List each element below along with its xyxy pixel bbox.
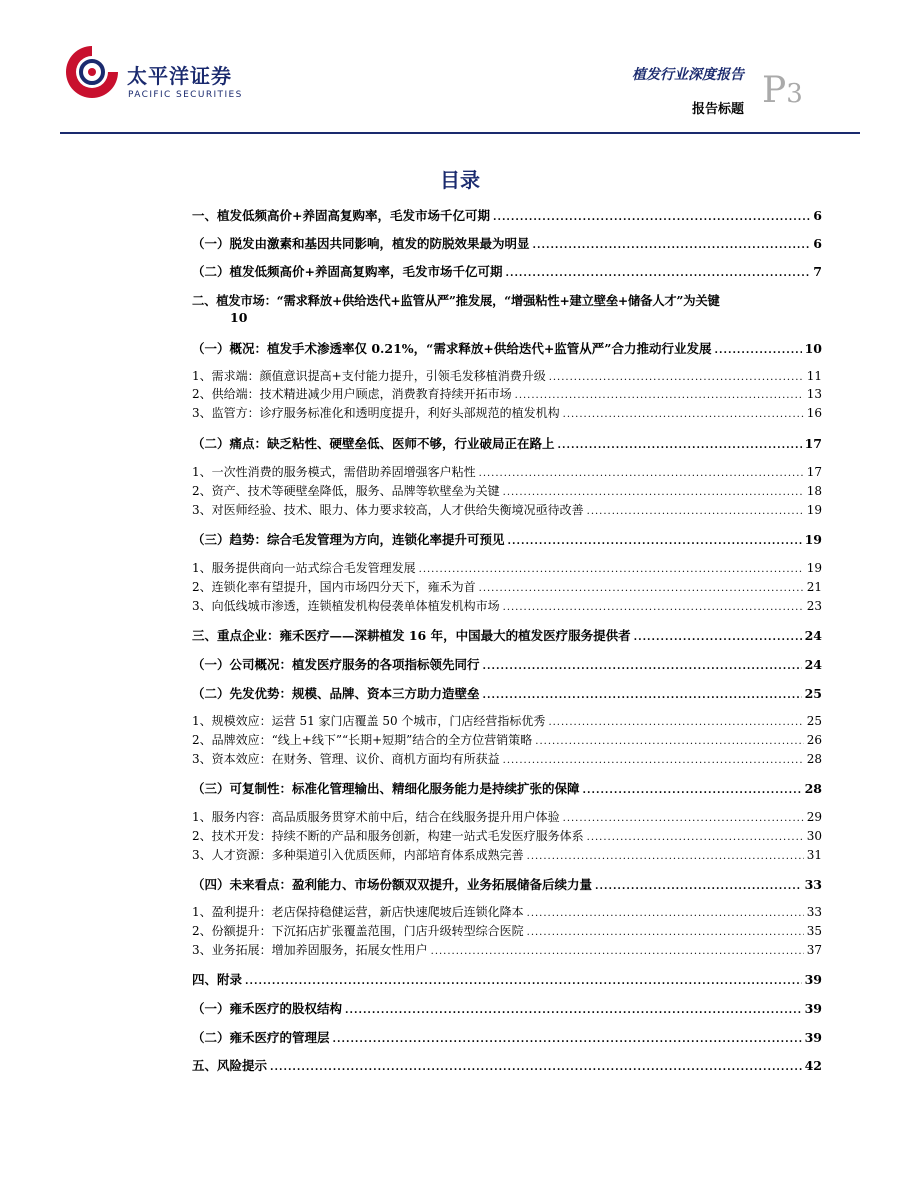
- toc-leader-dots: [533, 240, 811, 251]
- toc-entry[interactable]: [192, 530, 822, 548]
- toc-entry-text: （三）趋势：综合毛发管理为方向，连锁化率提升可预见: [192, 532, 505, 547]
- toc-entry[interactable]: [192, 482, 822, 499]
- toc-entry[interactable]: [192, 626, 822, 644]
- toc-entry[interactable]: [192, 827, 822, 844]
- toc-leader-dots: [479, 583, 804, 594]
- report-type: 植发行业深度报告: [632, 67, 744, 83]
- toc-leader-dots: [563, 409, 804, 420]
- toc-entry-text: 三、重点企业：雍禾医疗——深耕植发 16 年，中国最大的植发医疗服务提供者: [192, 628, 631, 643]
- toc-entry-text: （一）脱发由激素和基因共同影响，植发的防脱效果最为明显: [192, 236, 530, 251]
- toc-entry[interactable]: [192, 404, 822, 421]
- toc-entry-page: 11: [806, 369, 822, 383]
- toc-leader-dots: [503, 602, 804, 613]
- toc-leader-dots: [549, 372, 804, 383]
- page-header: [0, 0, 920, 140]
- toc-entry[interactable]: [192, 655, 822, 673]
- toc-entry[interactable]: [192, 262, 822, 280]
- toc-entry-page: 39: [804, 1001, 822, 1016]
- toc-entry-page: 24: [804, 628, 822, 643]
- toc-entry[interactable]: [192, 367, 822, 384]
- toc-entry[interactable]: [192, 750, 822, 767]
- toc-leader-dots: [715, 345, 802, 356]
- toc-leader-dots: [587, 832, 804, 843]
- toc-entry[interactable]: [192, 970, 822, 988]
- toc-leader-dots: [503, 755, 804, 766]
- toc-leader-dots: [419, 564, 804, 575]
- toc-entry[interactable]: [192, 712, 822, 729]
- toc-entry[interactable]: [192, 999, 822, 1017]
- toc-entry-text: 3、人才资源：多种渠道引入优质医师，内部培育体系成熟完善: [192, 848, 524, 862]
- header-divider: [60, 132, 860, 134]
- toc-leader-dots: [558, 440, 802, 451]
- toc-entry-page: 6: [813, 208, 822, 223]
- toc-entry-text: 1、服务内容：高品质服务贯穿术前中后，结合在线服务提升用户体验: [192, 810, 560, 824]
- toc-entry[interactable]: [192, 206, 822, 224]
- toc-entry[interactable]: [192, 339, 822, 357]
- toc-entry-text: 2、供给端：技术精进减少用户顾虑，消费教育持续开拓市场: [192, 387, 512, 401]
- toc-entry-text: 3、向低线城市渗透，连锁植发机构侵袭单体植发机构市场: [192, 599, 500, 613]
- toc-entry-text: 1、一次性消费的服务模式，需借助养固增强客户粘性: [192, 465, 476, 479]
- toc-entry-text: 3、资本效应：在财务、管理、议价、商机方面均有所获益: [192, 752, 500, 766]
- toc-entry-page: 33: [804, 877, 822, 892]
- toc-title: 目录: [440, 168, 480, 192]
- toc-leader-dots: [587, 506, 804, 517]
- toc-entry-text: 一、植发低频高价+养固高复购率，毛发市场千亿可期: [192, 208, 490, 223]
- toc-entry[interactable]: [192, 1028, 822, 1046]
- toc-entry[interactable]: [192, 875, 822, 893]
- toc-entry-page: 10: [804, 341, 822, 356]
- toc-leader-dots: [345, 1005, 802, 1016]
- toc-entry[interactable]: [192, 779, 822, 797]
- toc-entry-text: 1、规模效应：运营 51 家门店覆盖 50 个城市，门店经营指标优秀: [192, 714, 546, 728]
- toc-entry[interactable]: [192, 234, 822, 252]
- toc-entry-text: 2、资产、技术等硬壁垒降低，服务、品牌等软壁垒为关键: [192, 484, 500, 498]
- toc-entry-page: 7: [813, 264, 822, 279]
- toc-entry[interactable]: [192, 597, 822, 614]
- toc-entry-page: 13: [806, 387, 822, 401]
- pacific-securities-logo-icon: [62, 42, 122, 102]
- toc-entry-page: 39: [804, 972, 822, 987]
- toc-entry-text: 五、风险提示: [192, 1058, 268, 1073]
- toc-entry-page: 31: [806, 848, 822, 862]
- toc-entry[interactable]: [192, 434, 822, 452]
- toc-entry-page: 35: [806, 924, 822, 938]
- toc-entry-text: 2、品牌效应：“线上+线下”“长期+短期”结合的全方位营销策略: [192, 733, 533, 747]
- toc-entry-text: （一）概况：植发手术渗透率仅 0.21%，“需求释放+供给迭代+监管从严”合力推动行业发展: [192, 341, 712, 356]
- toc-leader-dots: [431, 946, 804, 957]
- toc-entry[interactable]: [192, 846, 822, 863]
- toc-leader-dots: [634, 632, 802, 643]
- toc-entry-page: 28: [804, 781, 822, 796]
- toc-entry-page: 6: [813, 236, 822, 251]
- toc-entry-page: 23: [806, 599, 822, 613]
- toc-leader-dots: [245, 976, 802, 987]
- toc-entry-page: 21: [806, 580, 822, 594]
- toc-entry-text: 四、附录: [192, 972, 243, 987]
- brand-name-cn: 太平洋证券: [127, 64, 232, 88]
- toc-leader-dots: [563, 813, 804, 824]
- toc-entry-text: 3、监管方：诊疗服务标准化和透明度提升，利好头部规范的植发机构: [192, 406, 560, 420]
- toc-entry[interactable]: [192, 808, 822, 825]
- toc-entry-text: （一）雍禾医疗的股权结构: [192, 1001, 343, 1016]
- toc-entry-page: 19: [806, 503, 822, 517]
- toc-entry-page: 33: [806, 905, 822, 919]
- toc-leader-dots: [483, 661, 802, 672]
- toc-entry-text: 1、盈利提升：老店保持稳健运营，新店快速爬坡后连锁化降本: [192, 905, 524, 919]
- toc-leader-dots: [548, 717, 803, 728]
- toc-leader-dots: [483, 690, 802, 701]
- toc-entry-page: 16: [806, 406, 822, 420]
- toc-entry-page: 37: [806, 943, 822, 957]
- toc-leader-dots: [479, 468, 804, 479]
- toc-leader-dots: [503, 487, 804, 498]
- toc-leader-dots: [535, 736, 803, 747]
- toc-leader-dots: [493, 212, 810, 223]
- toc-leader-dots: [270, 1062, 802, 1073]
- toc-entry[interactable]: [192, 922, 822, 939]
- toc-entry-page: 29: [806, 810, 822, 824]
- toc-entry-text: 1、需求端：颜值意识提高+支付能力提升，引领毛发移植消费升级: [192, 369, 546, 383]
- toc-entry-text: 3、业务拓展：增加养固服务，拓展女性用户: [192, 943, 428, 957]
- toc-entry[interactable]: [192, 385, 822, 402]
- toc-entry-text: （二）植发低频高价+养固高复购率，毛发市场千亿可期: [192, 264, 503, 279]
- toc-entry[interactable]: [192, 903, 822, 920]
- toc-entry-text: （一）公司概况：植发医疗服务的各项指标领先同行: [192, 657, 480, 672]
- toc-entry-page: 17: [804, 436, 822, 451]
- toc-entry[interactable]: [192, 1056, 822, 1074]
- toc-entry-text: （三）可复制性：标准化管理输出、精细化服务能力是持续扩张的保障: [192, 781, 580, 796]
- toc-entry-text: 1、服务提供商向一站式综合毛发管理发展: [192, 561, 416, 575]
- toc-leader-dots: [527, 908, 804, 919]
- toc-entry[interactable]: [192, 463, 822, 480]
- toc-entry-page: 42: [804, 1058, 822, 1073]
- toc-entry-text: 3、对医师经验、技术、眼力、体力要求较高，人才供给失衡境况亟待改善: [192, 503, 584, 517]
- brand-name-en: PACIFIC SECURITIES: [128, 90, 243, 100]
- toc-entry[interactable]: [192, 501, 822, 518]
- toc-entry[interactable]: [192, 559, 822, 576]
- toc-entry-page: 17: [806, 465, 822, 479]
- toc-entry-page: 25: [804, 686, 822, 701]
- toc-entry-text: 2、连锁化率有望提升，国内市场四分天下，雍禾为首: [192, 580, 476, 594]
- toc-entry-page: 18: [806, 484, 822, 498]
- toc-leader-dots: [595, 881, 802, 892]
- toc-entry-page: 28: [806, 752, 822, 766]
- toc-entry[interactable]: [192, 684, 822, 702]
- report-title: 报告标题: [691, 102, 744, 117]
- toc-entry-page: 25: [806, 714, 822, 728]
- toc-entry-text: 2、技术开发：持续不断的产品和服务创新，构建一站式毛发医疗服务体系: [192, 829, 584, 843]
- toc-entry-text: 2、份额提升：下沉拓店扩张覆盖范围，门店升级转型综合医院: [192, 924, 524, 938]
- toc-entry-page: 19: [804, 532, 822, 547]
- toc-leader-dots: [333, 1034, 802, 1045]
- toc-entry-text: （二）痛点：缺乏粘性、硬壁垒低、医师不够，行业破局正在路上: [192, 436, 555, 451]
- toc-entry-page: 19: [806, 561, 822, 575]
- toc-leader-dots: [527, 851, 804, 862]
- toc-entry[interactable]: [192, 731, 822, 748]
- page-number: P3: [762, 70, 803, 111]
- toc-entry-page: 10: [230, 310, 248, 325]
- toc-leader-dots: [583, 785, 802, 796]
- toc-entry-page: 39: [804, 1030, 822, 1045]
- toc-leader-dots: [508, 536, 802, 547]
- toc-entry-text: （四）未来看点：盈利能力、市场份额双双提升，业务拓展储备后续力量: [192, 877, 593, 892]
- toc-entry[interactable]: 二、植发市场：“需求释放+供给迭代+监管从严”推发展，“增强粘性+建立壁垒+储备人才”为关键: [192, 293, 720, 308]
- toc-entry-page: 26: [806, 733, 822, 747]
- toc-entry-text: （二）先发优势：规模、品牌、资本三方助力造壁垒: [192, 686, 480, 701]
- toc-entry-page: 30: [806, 829, 822, 843]
- toc-leader-dots: [505, 268, 810, 279]
- toc-entry[interactable]: [192, 941, 822, 958]
- toc-entry-text: （二）雍禾医疗的管理层: [192, 1030, 330, 1045]
- toc-entry[interactable]: [192, 578, 822, 595]
- toc-leader-dots: [515, 390, 804, 401]
- toc-entry-page: 24: [804, 657, 822, 672]
- toc-leader-dots: [527, 927, 804, 938]
